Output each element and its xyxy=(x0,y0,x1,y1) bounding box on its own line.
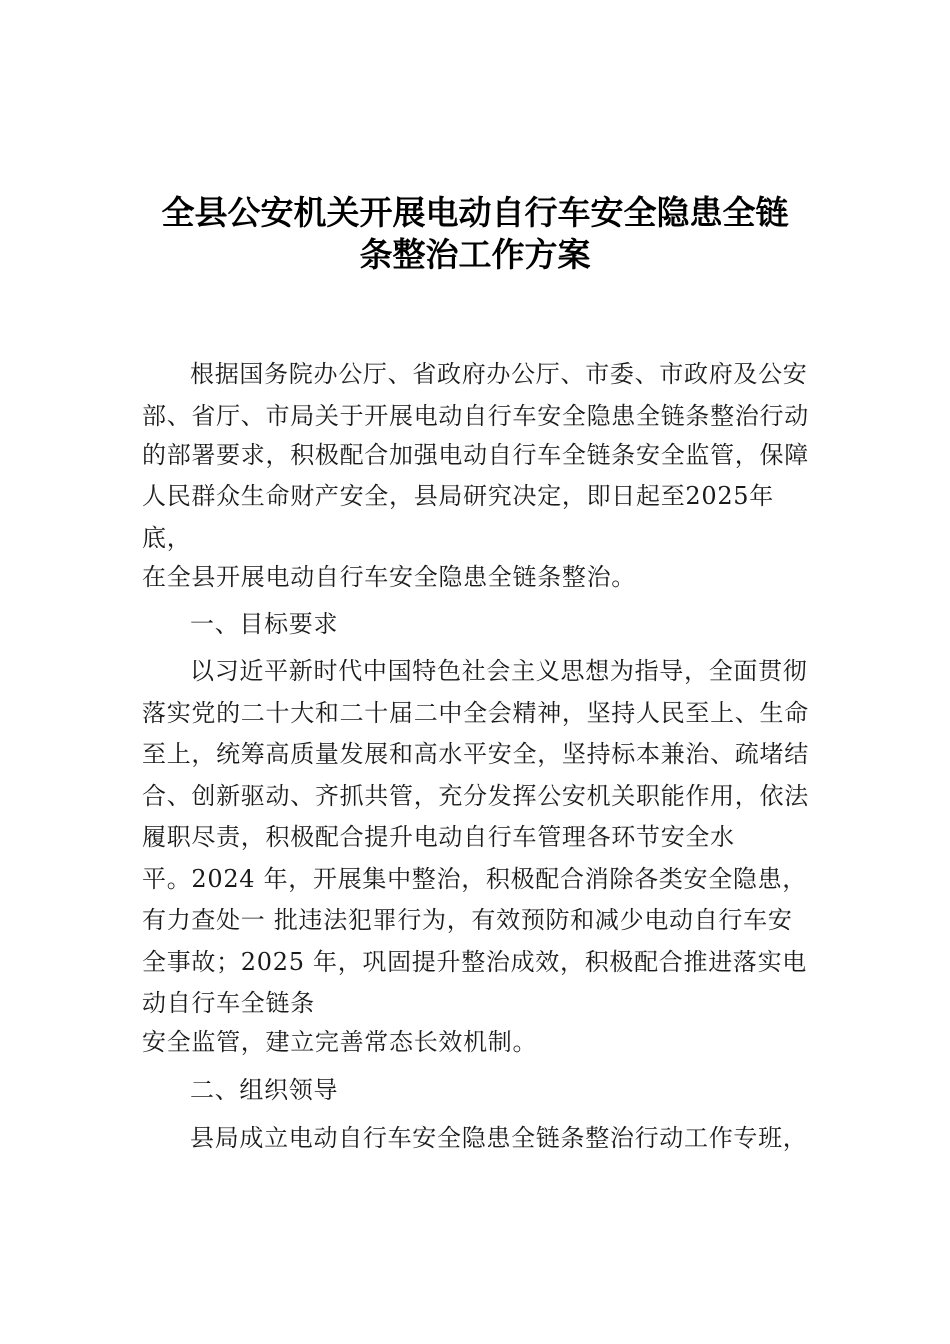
document-title-line-1: 全县公安机关开展电动自行车安全隐患全链 xyxy=(161,193,789,232)
section-heading-organization: 二、组织领导 xyxy=(190,1076,339,1104)
paragraph-line: 有力查处一 批违法犯罪行为，有效预防和减少电动自行车安 xyxy=(142,906,793,934)
paragraph-line: 部、省厅、市局关于开展电动自行车安全隐患全链条整治行动 xyxy=(142,402,809,430)
paragraph-line: 根据国务院办公厅、省政府办公厅、市委、市政府及公安 xyxy=(190,360,808,388)
paragraph-line: 在全县开展电动自行车安全隐患全链条整治。 xyxy=(142,563,636,591)
paragraph-line: 落实党的二十大和二十届二中全会精神，坚持人民至上、生命 xyxy=(142,699,809,727)
paragraph-line: 履职尽责，积极配合提升电动自行车管理各环节安全水 xyxy=(142,823,735,851)
paragraph-line: 合、创新驱动、齐抓共管，充分发挥公安机关职能作用，依法 xyxy=(142,782,809,810)
paragraph-line: 以习近平新时代中国特色社会主义思想为指导，全面贯彻 xyxy=(190,657,808,685)
paragraph-line: 人民群众生命财产安全，县局研究决定，即日起至2025年 xyxy=(142,482,774,510)
paragraph-line: 底， xyxy=(142,524,192,552)
paragraph-line: 平。2024 年，开展集中整治，积极配合消除各类安全隐患， xyxy=(142,865,808,893)
paragraph-line: 安全监管，建立完善常态长效机制。 xyxy=(142,1028,538,1056)
paragraph-line: 至上，统筹高质量发展和高水平安全，坚持标本兼治、疏堵结 xyxy=(142,740,809,768)
paragraph-line: 动自行车全链条 xyxy=(142,989,315,1017)
section-heading-goals: 一、目标要求 xyxy=(190,610,339,638)
paragraph-line: 全事故；2025 年，巩固提升整治成效，积极配合推进落实电 xyxy=(142,948,808,976)
document-title-line-2: 条整治工作方案 xyxy=(359,235,591,274)
paragraph-line: 的部署要求，积极配合加强电动自行车全链条安全监管，保障 xyxy=(142,441,809,469)
paragraph-line: 县局成立电动自行车安全隐患全链条整治行动工作专班， xyxy=(190,1124,808,1152)
